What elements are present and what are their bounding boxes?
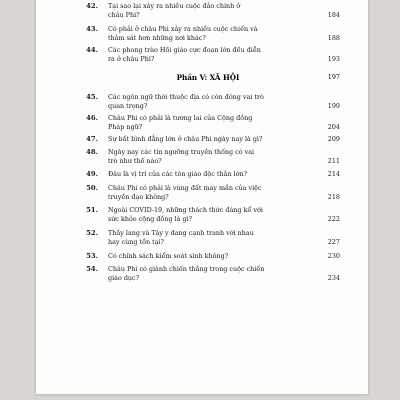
toc-entry-44	[86, 46, 340, 64]
entry-title-line: Pháp ngữ?	[108, 123, 143, 131]
entry-page: 214	[327, 170, 340, 178]
toc-entry-49	[86, 170, 340, 179]
entry-page: 218	[327, 193, 340, 201]
entry-number: 52.	[86, 229, 98, 237]
toc-entry-43	[86, 25, 340, 43]
toc-entry-53	[86, 252, 340, 261]
entry-title-line: Châu Phi có phải là tương lai của Cộng đồng	[108, 114, 253, 122]
entry-page: 188	[327, 34, 340, 42]
entry-title-line: sức khỏe cộng đồng là gì?	[108, 215, 193, 223]
entry-title-line: châu Phi?	[108, 11, 140, 19]
toc-entry-45	[86, 93, 340, 111]
entry-page: 184	[327, 11, 340, 19]
toc-entry-51	[86, 206, 340, 224]
toc-entry-52	[86, 229, 340, 247]
entry-title-line: Các ngôn ngữ thời thuộc địa có còn đóng vai trò	[108, 93, 264, 101]
entry-page: 204	[327, 123, 340, 131]
entry-title-line: Châu Phi có phải là vùng đất may mắn của việc	[108, 184, 262, 192]
book-page	[36, 0, 368, 394]
toc-entry-47	[86, 135, 340, 144]
entry-number: 49.	[86, 170, 98, 178]
entry-title-line: Có phải ở châu Phi xảy ra nhiều cuộc chiến và	[108, 25, 258, 33]
entry-page: 209	[327, 135, 340, 143]
entry-number: 47.	[86, 135, 98, 143]
entry-page: 199	[327, 102, 340, 110]
entry-title-line: quan trọng?	[108, 102, 148, 110]
entry-title-line: Ngoài COVID-19, những thách thức đáng kể với	[108, 206, 263, 214]
entry-page: 193	[327, 55, 340, 63]
entry-title-line: Đâu là vị trí của các tôn giáo độc thần lớn?	[108, 170, 248, 178]
entry-title-line: Ngày nay các tín ngưỡng truyền thống có vai	[108, 148, 255, 156]
entry-number: 43.	[86, 25, 98, 33]
toc-entry-50	[86, 184, 340, 202]
entry-title-line: Các phong trào Hồi giáo cực đoan lớn đều diễn	[108, 46, 261, 54]
entry-number: 48.	[86, 148, 98, 156]
entry-number: 45.	[86, 93, 98, 101]
entry-title-line: ra ở châu Phi?	[108, 55, 155, 63]
entry-page: 234	[327, 274, 340, 282]
section-title: Phần V: XÃ HỘI	[176, 73, 240, 82]
entry-title-line: truyền đạo không?	[108, 193, 169, 201]
entry-title-line: Châu Phi có giành chiến thắng trong cuộc chiến	[108, 265, 265, 273]
entry-page: 230	[327, 252, 340, 260]
entry-title-line: trò như thế nào?	[108, 157, 162, 165]
toc-entry-48	[86, 148, 340, 166]
entry-title-line: Sự bất bình đẳng lớn ở châu Phi ngày nay là gì?	[108, 135, 263, 143]
entry-title-line: Thầy lang và Tây y đang cạnh tranh với nhau	[108, 229, 254, 237]
entry-title-line: hay cùng tồn tại?	[108, 238, 164, 246]
entry-number: 51.	[86, 206, 98, 214]
entry-number: 50.	[86, 184, 98, 192]
toc-entry-54	[86, 265, 340, 283]
entry-title-line: thảm sát hơn những nơi khác?	[108, 34, 206, 42]
entry-number: 46.	[86, 114, 98, 122]
entry-number: 54.	[86, 265, 98, 273]
entry-number: 53.	[86, 252, 98, 260]
entry-number: 42.	[86, 2, 98, 10]
section-heading	[76, 73, 340, 82]
entry-title-line: Tại sao lại xảy ra nhiều cuộc đảo chính ở	[108, 2, 241, 10]
toc-entry-42	[86, 2, 340, 20]
entry-number: 44.	[86, 46, 98, 54]
entry-page: 222	[327, 215, 340, 223]
entry-page: 211	[327, 157, 340, 165]
entry-title-line: Có chính sách kiểm soát sinh không?	[108, 252, 229, 260]
entry-title-line: giáo dục?	[108, 274, 140, 282]
entry-page: 227	[327, 238, 340, 246]
toc-entry-46	[86, 114, 340, 132]
section-page: 197	[327, 73, 340, 81]
